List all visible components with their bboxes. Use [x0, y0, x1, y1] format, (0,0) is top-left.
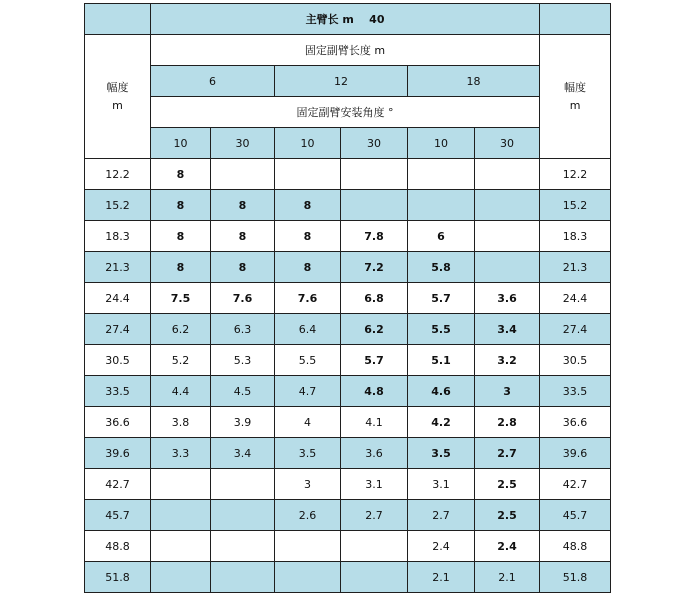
load-value-cell: 5.5	[408, 314, 475, 345]
load-value-cell: 3.8	[151, 407, 211, 438]
jib-angle-cell: 10	[275, 128, 341, 159]
table-row	[85, 376, 611, 407]
jib-angle-header: 固定副臂安装角度 °	[151, 97, 540, 128]
jib-angle-cell: 30	[341, 128, 408, 159]
table-row	[85, 562, 611, 593]
table-row	[85, 221, 611, 252]
amplitude-cell: 27.4	[85, 314, 151, 345]
table-row	[85, 407, 611, 438]
amplitude-cell: 30.5	[85, 345, 151, 376]
amplitude-cell: 24.4	[85, 283, 151, 314]
table-row	[85, 252, 611, 283]
load-value-cell: 7.5	[151, 283, 211, 314]
amplitude-cell: 48.8	[540, 531, 611, 562]
amplitude-cell: 21.3	[540, 252, 611, 283]
load-value-cell: 3.4	[475, 314, 540, 345]
load-value-cell: 3	[475, 376, 540, 407]
jib-angle-cell: 30	[211, 128, 275, 159]
load-value-cell: 7.2	[341, 252, 408, 283]
amplitude-cell: 21.3	[85, 252, 151, 283]
load-value-cell: 6.3	[211, 314, 275, 345]
load-value-cell: 3.2	[475, 345, 540, 376]
load-value-cell: 6.2	[341, 314, 408, 345]
load-value-cell: 2.6	[275, 500, 341, 531]
load-value-cell	[341, 159, 408, 190]
load-value-cell: 4.8	[341, 376, 408, 407]
amplitude-cell: 42.7	[85, 469, 151, 500]
amplitude-cell: 24.4	[540, 283, 611, 314]
amplitude-cell: 42.7	[540, 469, 611, 500]
load-chart-table	[84, 3, 611, 593]
load-value-cell	[475, 190, 540, 221]
amplitude-cell: 15.2	[540, 190, 611, 221]
load-value-cell: 8	[151, 159, 211, 190]
amplitude-cell: 51.8	[85, 562, 151, 593]
load-value-cell: 5.7	[408, 283, 475, 314]
load-value-cell: 3.6	[475, 283, 540, 314]
load-value-cell: 2.5	[475, 469, 540, 500]
load-value-cell	[211, 562, 275, 593]
load-value-cell: 8	[211, 252, 275, 283]
load-value-cell: 4.6	[408, 376, 475, 407]
load-value-cell: 5.1	[408, 345, 475, 376]
load-value-cell	[275, 159, 341, 190]
jib-length-6: 6	[151, 66, 275, 97]
amplitude-cell: 18.3	[85, 221, 151, 252]
amplitude-cell: 33.5	[540, 376, 611, 407]
main-boom-length-header: 主臂长 m 40	[151, 4, 540, 35]
amplitude-cell: 45.7	[540, 500, 611, 531]
load-value-cell	[211, 469, 275, 500]
jib-length-header: 固定副臂长度 m	[151, 35, 540, 66]
load-value-cell	[211, 500, 275, 531]
load-value-cell: 8	[151, 252, 211, 283]
jib-angle-cell: 10	[408, 128, 475, 159]
amplitude-cell: 39.6	[85, 438, 151, 469]
corner-cell	[85, 4, 151, 35]
load-value-cell: 8	[275, 252, 341, 283]
load-value-cell: 5.3	[211, 345, 275, 376]
load-value-cell: 4.1	[341, 407, 408, 438]
load-value-cell: 3.1	[341, 469, 408, 500]
table-row	[85, 283, 611, 314]
load-value-cell	[211, 159, 275, 190]
table-row	[85, 314, 611, 345]
load-value-cell	[475, 159, 540, 190]
table-row	[85, 469, 611, 500]
amplitude-cell: 15.2	[85, 190, 151, 221]
amplitude-label: 幅度	[106, 80, 129, 94]
load-value-cell: 2.1	[475, 562, 540, 593]
table-row	[85, 190, 611, 221]
load-value-cell: 3.1	[408, 469, 475, 500]
load-value-cell: 4	[275, 407, 341, 438]
amplitude-cell: 33.5	[85, 376, 151, 407]
load-value-cell: 3	[275, 469, 341, 500]
load-value-cell	[211, 531, 275, 562]
jib-length-12: 12	[275, 66, 408, 97]
amplitude-header-right	[540, 35, 611, 159]
load-value-cell	[475, 221, 540, 252]
load-value-cell: 3.6	[341, 438, 408, 469]
load-value-cell: 2.5	[475, 500, 540, 531]
load-value-cell: 8	[151, 221, 211, 252]
table-row	[85, 500, 611, 531]
table-row	[85, 345, 611, 376]
load-value-cell: 2.4	[408, 531, 475, 562]
amplitude-cell: 45.7	[85, 500, 151, 531]
load-value-cell: 4.5	[211, 376, 275, 407]
load-value-cell: 8	[211, 221, 275, 252]
load-value-cell	[275, 531, 341, 562]
load-value-cell	[408, 159, 475, 190]
load-value-cell: 8	[275, 221, 341, 252]
amplitude-label: 幅度	[564, 80, 587, 94]
amplitude-unit: m	[112, 98, 123, 112]
load-value-cell	[475, 252, 540, 283]
load-value-cell: 6	[408, 221, 475, 252]
jib-length-18: 18	[408, 66, 540, 97]
load-value-cell: 7.8	[341, 221, 408, 252]
load-value-cell: 8	[151, 190, 211, 221]
load-value-cell: 2.8	[475, 407, 540, 438]
amplitude-header-left	[85, 35, 151, 159]
load-value-cell	[151, 469, 211, 500]
amplitude-unit: m	[569, 98, 581, 112]
load-value-cell: 2.7	[341, 500, 408, 531]
amplitude-cell: 18.3	[540, 221, 611, 252]
amplitude-cell: 12.2	[85, 159, 151, 190]
amplitude-cell: 39.6	[540, 438, 611, 469]
amplitude-cell: 12.2	[540, 159, 611, 190]
table-row	[85, 531, 611, 562]
load-value-cell: 2.1	[408, 562, 475, 593]
load-value-cell: 8	[211, 190, 275, 221]
amplitude-cell: 36.6	[85, 407, 151, 438]
load-value-cell: 2.4	[475, 531, 540, 562]
load-value-cell: 7.6	[275, 283, 341, 314]
load-value-cell	[341, 562, 408, 593]
load-value-cell	[341, 531, 408, 562]
load-value-cell: 4.7	[275, 376, 341, 407]
load-value-cell: 5.7	[341, 345, 408, 376]
amplitude-cell: 30.5	[540, 345, 611, 376]
load-value-cell: 3.9	[211, 407, 275, 438]
load-value-cell: 5.5	[275, 345, 341, 376]
jib-angle-cell: 10	[151, 128, 211, 159]
load-value-cell	[151, 500, 211, 531]
amplitude-cell: 36.6	[540, 407, 611, 438]
load-value-cell: 3.3	[151, 438, 211, 469]
load-value-cell	[275, 562, 341, 593]
load-value-cell: 4.4	[151, 376, 211, 407]
load-value-cell: 6.2	[151, 314, 211, 345]
load-value-cell: 6.8	[341, 283, 408, 314]
load-value-cell	[408, 190, 475, 221]
load-value-cell: 8	[275, 190, 341, 221]
load-value-cell: 3.5	[275, 438, 341, 469]
load-value-cell: 2.7	[408, 500, 475, 531]
amplitude-cell: 27.4	[540, 314, 611, 345]
table-row	[85, 438, 611, 469]
amplitude-cell: 48.8	[85, 531, 151, 562]
load-value-cell: 7.6	[211, 283, 275, 314]
table-row	[85, 159, 611, 190]
load-value-cell: 2.7	[475, 438, 540, 469]
load-value-cell: 5.2	[151, 345, 211, 376]
load-value-cell	[151, 562, 211, 593]
load-value-cell: 3.5	[408, 438, 475, 469]
load-value-cell: 5.8	[408, 252, 475, 283]
corner-cell	[540, 4, 611, 35]
amplitude-cell: 51.8	[540, 562, 611, 593]
load-value-cell: 3.4	[211, 438, 275, 469]
load-value-cell	[151, 531, 211, 562]
jib-angle-cell: 30	[475, 128, 540, 159]
load-value-cell: 6.4	[275, 314, 341, 345]
load-value-cell	[341, 190, 408, 221]
load-value-cell: 4.2	[408, 407, 475, 438]
